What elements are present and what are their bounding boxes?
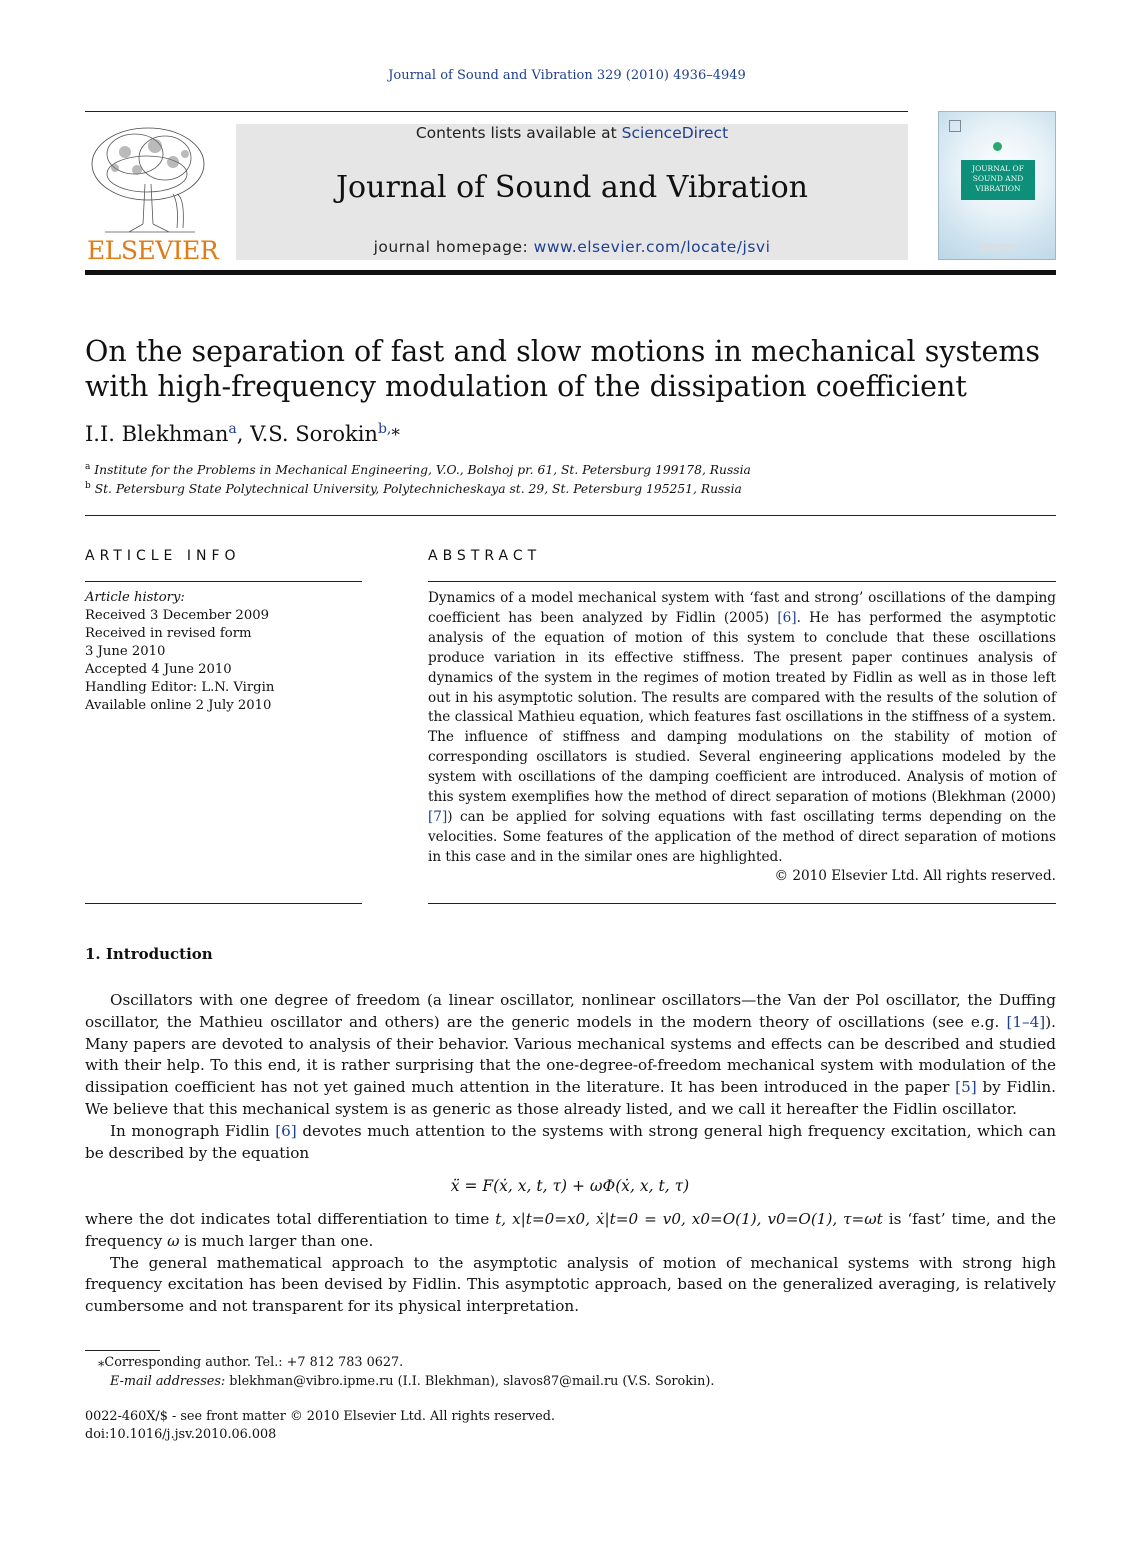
footnote-rule <box>85 1350 160 1351</box>
intro-body-continued <box>85 1209 1056 1318</box>
intro-body <box>85 990 1056 1164</box>
affiliation-mark: b <box>85 481 91 491</box>
cover-title-line: JOURNAL OF <box>972 164 1024 173</box>
cover-title-line: VIBRATION <box>975 184 1021 193</box>
text-segment: Oscillators with one degree of freedom (a linear oscillator, nonlinear oscillators—the Van der Pol oscillator, the Duffing oscillator, the Mathieu oscillator and others) are the generic models in the modern theory of oscillations (see e.g. <box>85 991 1056 1031</box>
info-rule-bottom <box>85 903 362 904</box>
cover-emblem-icon <box>993 142 1002 151</box>
journal-cover[interactable] <box>938 111 1056 260</box>
footnote-mark: ⁎ <box>98 1355 105 1370</box>
affiliation-text: St. Petersburg State Polytechnical University, Polytechnicheskaya st. 29, St. Petersburg 195251, Russia <box>94 482 742 497</box>
email-footnote <box>110 1373 714 1391</box>
author-list <box>85 420 400 446</box>
history-line: Received 3 December 2009 <box>85 608 269 623</box>
elsevier-wordmark: ELSEVIER <box>87 236 219 265</box>
text-segment: devotes much attention to the systems with strong general high frequency excitation, which can be described by the equation <box>85 1121 1056 1162</box>
article-info-heading: ARTICLE INFO <box>85 548 241 564</box>
abstract-copyright: © 2010 Elsevier Ltd. All rights reserved. <box>774 868 1056 884</box>
history-line: Handling Editor: L.N. Virgin <box>85 680 275 695</box>
issn-line: 0022-460X/$ - see front matter © 2010 Elsevier Ltd. All rights reserved. <box>85 1409 555 1424</box>
reference-link[interactable]: [7] <box>428 808 448 825</box>
header-rule <box>85 111 908 112</box>
journal-citation[interactable]: Journal of Sound and Vibration 329 (2010) 4936–4949 <box>388 68 746 83</box>
abstract-rule-bottom <box>428 903 1056 904</box>
affiliation-mark[interactable]: b, <box>377 421 392 437</box>
homepage-prefix: journal homepage: <box>373 238 534 256</box>
section-heading: 1. Introduction <box>85 945 213 963</box>
affiliation-b <box>85 481 1065 496</box>
reference-link[interactable]: [5] <box>955 1078 977 1097</box>
text-segment: is ‘fast’ time, and the frequency <box>85 1210 1056 1250</box>
cover-footer-icon <box>979 244 1015 252</box>
author-name: V.S. Sorokin <box>250 422 378 446</box>
abstract-rule-top <box>428 581 1056 582</box>
homepage-link[interactable]: www.elsevier.com/locate/jsvi <box>533 238 771 256</box>
reference-link[interactable]: [6] <box>777 609 797 626</box>
history-line: Accepted 4 June 2010 <box>85 662 232 677</box>
paragraph: The general mathematical approach to the asymptotic analysis of motion of mechanical systems with strong high frequency excitation has been devised by Fidlin. This asymptotic approach, based on the generalized averaging, is relatively cumbersome and not transparent for its physical interpretation. <box>85 1253 1056 1316</box>
reference-link[interactable]: [1–4] <box>1006 1012 1046 1031</box>
inline-math: ω <box>167 1231 180 1250</box>
abstract-heading: ABSTRACT <box>428 548 542 564</box>
info-rule-top <box>85 581 362 582</box>
equation: ẍ = F(ẋ, x, t, τ) + ωΦ(ẋ, x, t, τ) <box>450 1177 690 1195</box>
abstract-segment: . He has performed the asymptotic analysis of the equation of motion of this system to conclude that these oscillations produce variation in its effective stiffness. The present paper continues analysis of dynamics of the system in the regimes of motion treated by Fidlin as well as in those left out in his asymptotic solution. The results are compared with the results of the solution of the classical Mathieu equation, which features fast oscillations in the stiffness of a system. The influence of stiffness and damping modulations on the stability of motion of corresponding oscillators is studied. Several engineering applications modeled by the system with oscillations of the damping coefficient are introduced. Analysis of motion of this system exemplifies how the method of direct separation of motions (Blekhman (2000) <box>428 609 1056 806</box>
corresponding-footnote <box>98 1354 403 1372</box>
text-segment: is much larger than one. <box>179 1231 374 1250</box>
tree-logo-icon <box>85 124 211 236</box>
text-segment: ). Many papers are devoted to analysis of their behavior. Various mechanical systems and effects can be described and studied with their help. To this end, it is rather surprising that the one-degree-of-freedom mechanical system with modulation of the dissipation coefficient has not yet gained much attention in the literature. It has been introduced in the paper <box>85 1012 1056 1097</box>
author-name: I.I. Blekhman <box>85 422 229 446</box>
title-rule <box>85 515 1056 516</box>
history-line: 3 June 2010 <box>85 644 166 659</box>
affiliation-mark: a <box>85 462 91 472</box>
journal-banner <box>236 124 908 260</box>
affiliation-a <box>85 462 1065 477</box>
paragraph <box>85 1121 1056 1165</box>
email-label: E-mail addresses: <box>110 1374 226 1389</box>
abstract-segment: ) can be applied for solving equations with fast oscillating terms depending on the velocities. Some features of the application of the method of direct separation of motions in this case and in the similar ones are highlighted. <box>428 808 1056 865</box>
history-label: Article history: <box>85 590 185 605</box>
doi-line[interactable]: doi:10.1016/j.jsv.2010.06.008 <box>85 1427 277 1442</box>
cover-title-line: SOUND AND <box>972 174 1024 183</box>
journal-title: Journal of Sound and Vibration <box>336 170 808 205</box>
history-line: Available online 2 July 2010 <box>85 698 272 713</box>
text-segment: In monograph Fidlin <box>110 1121 276 1140</box>
paragraph <box>85 1209 1056 1253</box>
email-addresses[interactable]: blekhman@vibro.ipme.ru (I.I. Blekhman), slavos87@mail.ru (V.S. Sorokin). <box>225 1374 715 1389</box>
affiliation-mark[interactable]: a <box>228 421 237 437</box>
sciencedirect-link[interactable]: ScienceDirect <box>621 124 729 142</box>
text-segment: where the dot indicates total differentiation to time <box>85 1210 496 1228</box>
author-separator: , <box>236 422 251 446</box>
contents-line <box>236 124 908 142</box>
text-segment: by Fidlin. We believe that this mechanical system is as generic as those already listed, and we call it hereafter the Fidlin oscillator. <box>85 1078 1056 1118</box>
cover-title <box>961 160 1035 200</box>
corresponding-star[interactable]: ⁎ <box>391 420 400 440</box>
article-title: On the separation of fast and slow motions in mechanical systems with high-frequency modulation of the dissipation coefficient <box>85 335 1041 403</box>
article-history <box>85 589 365 715</box>
contents-prefix: Contents lists available at <box>415 124 622 142</box>
elsevier-logo <box>85 124 211 234</box>
inline-math: t, x|t=0=x0, ẋ|t=0 = v0, x0=O(1), v0=O(1), τ=ωt <box>495 1210 883 1228</box>
affiliation-text: Institute for the Problems in Mechanical Engineering, V.O., Bolshoj pr. 61, St. Petersburg 199178, Russia <box>94 463 751 478</box>
history-line: Received in revised form <box>85 626 252 641</box>
paragraph <box>85 990 1056 1121</box>
cover-logo-icon <box>949 120 961 132</box>
homepage-line <box>236 238 908 256</box>
reference-link[interactable]: [6] <box>275 1121 297 1140</box>
abstract-segment: Dynamics of a model mechanical system with ‘fast and strong’ oscillations of the damping coefficient has been analyzed by Fidlin (2005) <box>428 590 1056 626</box>
abstract-text <box>428 589 1056 868</box>
footnote-text: Corresponding author. Tel.: +7 812 783 0627. <box>104 1355 404 1370</box>
header-thick-rule <box>85 270 1056 275</box>
